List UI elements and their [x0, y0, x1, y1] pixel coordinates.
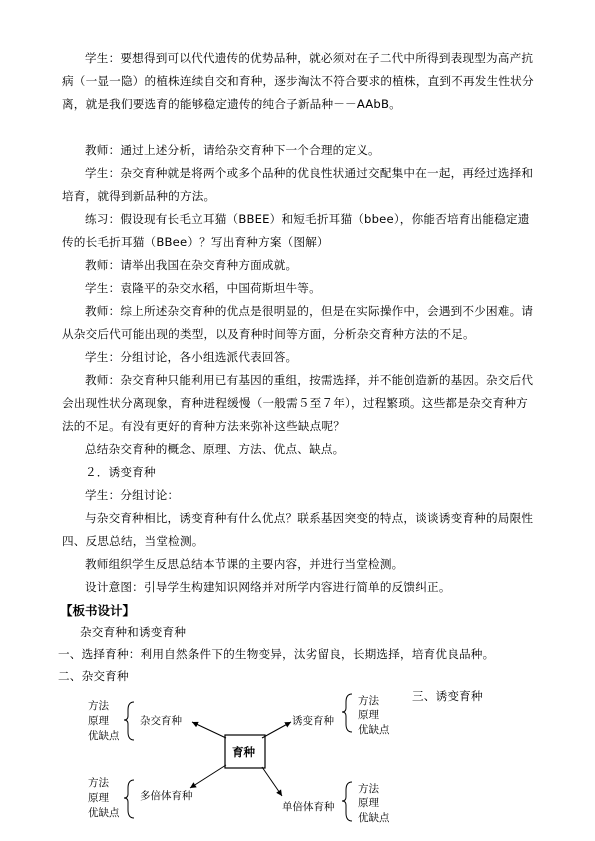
- board-item-mutation: 三、诱变育种: [412, 689, 483, 703]
- node-haploid: 单倍体育种: [282, 801, 335, 813]
- board-item-hybrid: 二、杂交育种: [58, 669, 129, 683]
- hybrid-prop-method: 方法: [88, 700, 109, 712]
- paragraph-13: 与杂交育种相比，诱变育种有什么优点？联系基因突变的特点，谈谈诱变育种的局限性四、反思总结，当堂检测。: [62, 511, 534, 548]
- hybrid-prop-pros-cons: 优缺点: [88, 730, 120, 742]
- polyploid-bracket: [124, 780, 134, 818]
- paragraph-7: 教师：综上所述杂交育种的优点是很明显的，但是在实际操作中，会遇到不少困难。请从杂交后代可能出现的类型，以及育种时间等方面，分析杂交育种方法的不足。: [62, 304, 534, 341]
- arrow-to-mutation: [262, 722, 291, 738]
- paragraph-1: 学生：要想得到可以代代遗传的优势品种，就必须对在子二代中所得到表现型为高产抗病（一显一隐）的植株连续自交和育种，逐步淘汰不符合要求的植株，直到不再发生性状分离，就是我们要选育的能够稳定遗传的纯合子新品种－－AAbB。: [62, 51, 534, 111]
- paragraph-15: 设计意图：引导学生构建知识网络并对所学内容进行简单的反馈纠正。: [85, 580, 451, 594]
- mutation-prop-principle: 原理: [358, 709, 379, 721]
- paragraph-2: 教师：通过上述分析，请给杂交育种下一个合理的定义。: [85, 143, 380, 157]
- mutation-prop-pros-cons: 优缺点: [358, 724, 390, 736]
- mutation-bracket: [342, 694, 352, 732]
- paragraph-3: 学生：杂交育种就是将两个或多个品种的优良性状通过交配集中在一起，再经过选择和培育，就得到新品种的方法。: [62, 166, 534, 203]
- arrow-to-polyploid: [190, 765, 226, 788]
- node-hybrid: 杂交育种: [140, 715, 182, 727]
- board-design-heading: 【板书设计】: [60, 603, 136, 618]
- arrow-to-hybrid: [192, 722, 226, 738]
- arrow-to-haploid: [262, 767, 282, 796]
- paragraph-9: 教师：杂交育种只能利用已有基因的重组，按需选择，并不能创造新的基因。杂交后代会出现性状分离现象，育种进程缓慢（一般需５至７年），过程繁琐。这些都是杂交育种方法的不足。有没有更好的育种方法来弥补这些缺点呢？: [62, 373, 534, 433]
- node-mutation: 诱变育种: [292, 715, 334, 727]
- haploid-prop-pros-cons: 优缺点: [358, 812, 390, 824]
- haploid-prop-principle: 原理: [358, 797, 379, 809]
- hybrid-bracket: [124, 702, 134, 740]
- node-polyploid: 多倍体育种: [140, 790, 193, 802]
- haploid-prop-method: 方法: [358, 783, 379, 795]
- paragraph-14: 教师组织学生反思总结本节课的主要内容，并进行当堂检测。: [85, 557, 404, 571]
- paragraph-6: 学生：袁隆平的杂交水稻，中国荷斯坦牛等。: [85, 281, 321, 295]
- polyploid-prop-method: 方法: [88, 777, 109, 789]
- center-label: 育种: [232, 745, 255, 759]
- polyploid-prop-pros-cons: 优缺点: [88, 807, 120, 819]
- polyploid-prop-principle: 原理: [88, 792, 109, 804]
- paragraph-8: 学生：分组讨论，各小组选派代表回答。: [85, 350, 298, 364]
- paragraph-10: 总结杂交育种的概念、原理、方法、优点、缺点。: [85, 442, 345, 456]
- paragraph-11: ２．诱变育种: [85, 465, 156, 479]
- paragraph-5: 教师：请举出我国在杂交育种方面成就。: [85, 258, 298, 272]
- hybrid-prop-principle: 原理: [88, 715, 109, 727]
- center-box: [225, 735, 265, 768]
- haploid-bracket: [342, 782, 352, 821]
- board-title: 杂交育种和诱变育种: [80, 625, 187, 639]
- paragraph-12: 学生：分组讨论：: [85, 488, 180, 502]
- paragraph-4: 练习：假设现有长毛立耳猫（BBEE）和短毛折耳猫（bbee），你能否培育出能稳定遗传的长毛折耳猫（BBee）？写出育种方案（图解）: [62, 212, 530, 249]
- mutation-prop-method: 方法: [358, 695, 379, 707]
- board-item-selection: 一、选择育种：利用自然条件下的生物变异，汰劣留良，长期选择，培育优良品种。: [58, 647, 495, 661]
